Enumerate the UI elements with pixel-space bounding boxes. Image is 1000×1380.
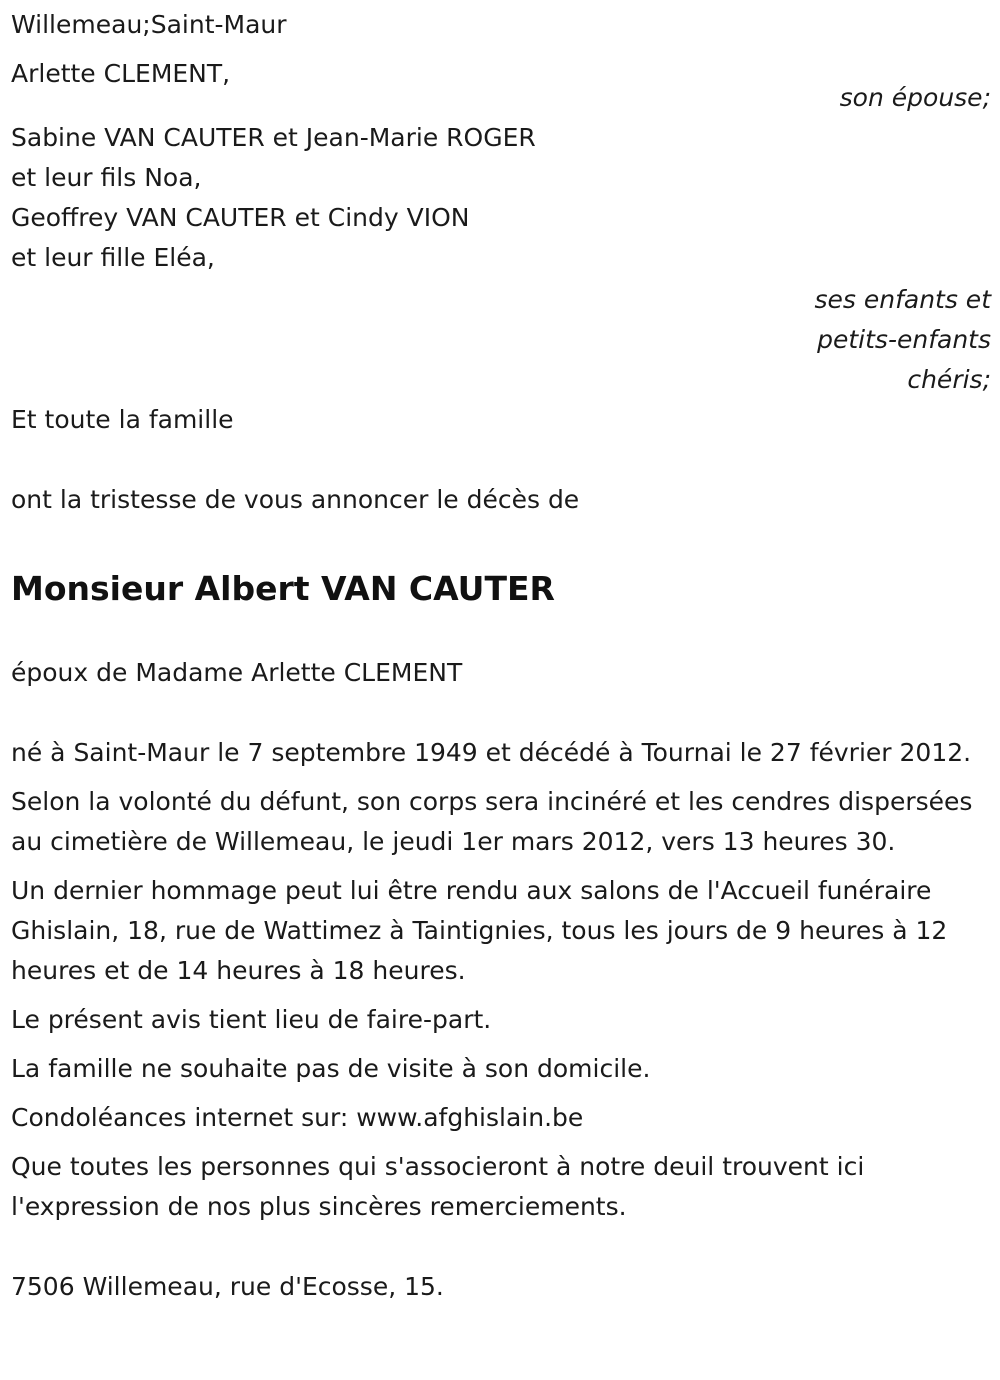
children-line-2: et leur fils Noa,	[11, 163, 202, 192]
spouse-of-line: époux de Madame Arlette CLEMENT	[11, 658, 463, 687]
obituary-notice	[11, 5, 991, 1307]
spouse-relation: son épouse;	[839, 83, 991, 112]
birth-death-paragraph: né à Saint-Maur le 7 septembre 1949 et décédé à Tournai le 27 février 2012.	[11, 738, 972, 767]
children-line-1: Sabine VAN CAUTER et Jean-Marie ROGER	[11, 123, 536, 152]
children-relation-3: chéris;	[907, 365, 991, 394]
spouse-block	[11, 54, 991, 118]
children-line-4: et leur fille Eléa,	[11, 243, 215, 272]
announcement-line: ont la tristesse de vous annoncer le décès de	[11, 485, 580, 514]
deceased-name: Monsieur Albert VAN CAUTER	[11, 569, 555, 608]
family-line: Et toute la famille	[11, 405, 234, 434]
homage-paragraph: Un dernier hommage peut lui être rendu aux salons de l'Accueil funéraire Ghislain, 18, rue de Wattimez à Taintignies, tous les jours de 9 heures à 12 heures et de 14 heures à 18 heures.	[11, 876, 948, 985]
faire-part-paragraph: Le présent avis tient lieu de faire-part.	[11, 1005, 492, 1034]
spouse-name: Arlette CLEMENT,	[11, 59, 231, 88]
children-line-3: Geoffrey VAN CAUTER et Cindy VION	[11, 203, 470, 232]
children-relation-1: ses enfants et	[814, 285, 991, 314]
children-block	[11, 118, 991, 400]
header-locality: Willemeau;Saint-Maur	[11, 10, 287, 39]
condolences-paragraph: Condoléances internet sur: www.afghislain.be	[11, 1103, 584, 1132]
cremation-paragraph: Selon la volonté du défunt, son corps sera incinéré et les cendres dispersées au cimetière de Willemeau, le jeudi 1er mars 2012, vers 13 heures 30.	[11, 787, 973, 856]
thanks-paragraph: Que toutes les personnes qui s'associeront à notre deuil trouvent ici l'expression de nos plus sincères remerciements.	[11, 1152, 865, 1221]
no-visit-paragraph: La famille ne souhaite pas de visite à son domicile.	[11, 1054, 651, 1083]
address-line: 7506 Willemeau, rue d'Ecosse, 15.	[11, 1272, 444, 1301]
children-relation-2: petits-enfants	[817, 325, 991, 354]
